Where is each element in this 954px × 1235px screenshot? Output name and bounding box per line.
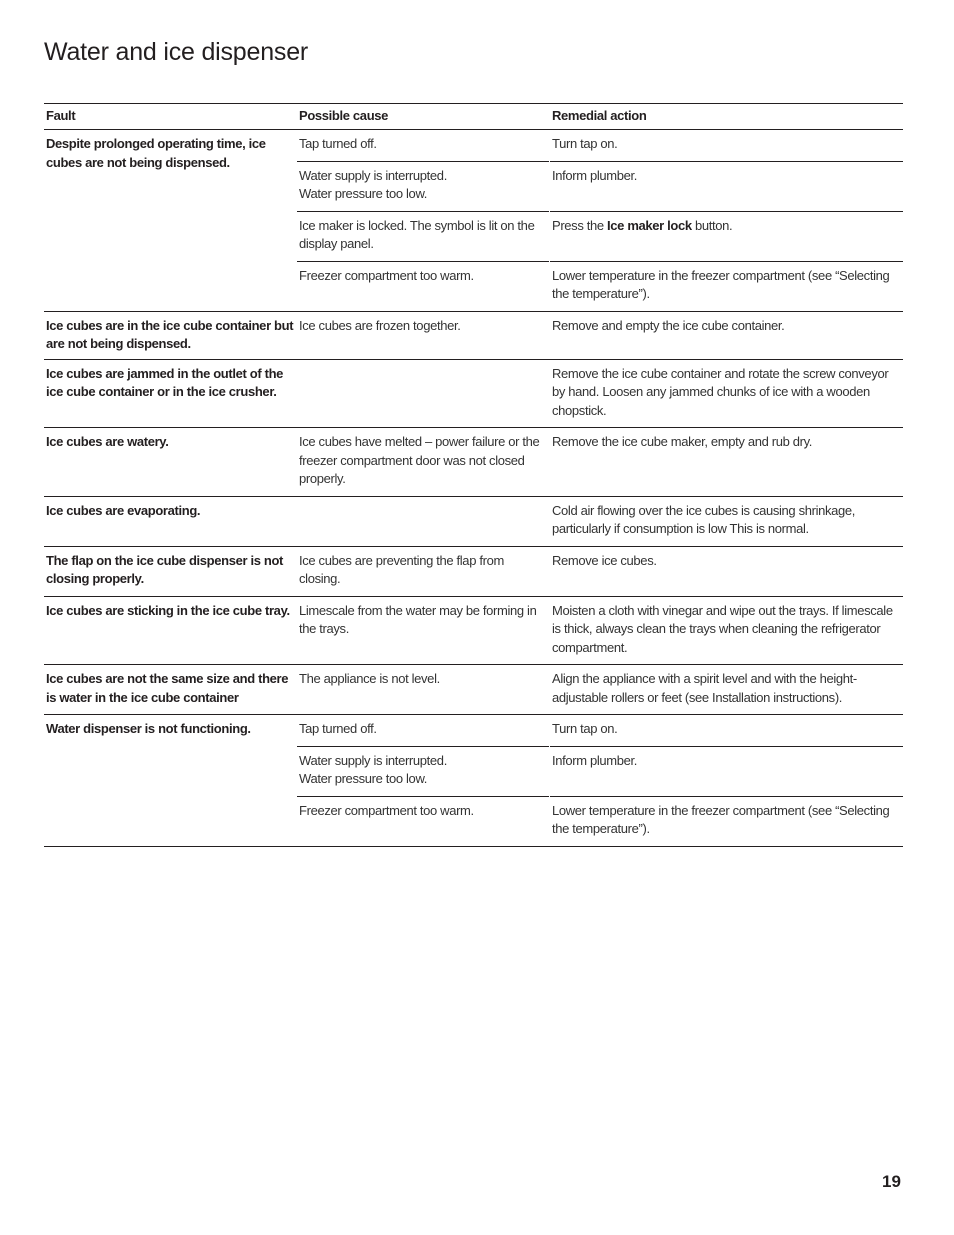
cause-action-group	[296, 715, 903, 846]
cause-cell: Ice cubes are preventing the flap from closing.	[299, 552, 504, 586]
action-cell: Turn tap on.	[552, 721, 618, 736]
cause-action-pair	[296, 312, 903, 343]
action-cell: Remove the ice cube container and rotate the screw conveyor by hand. Loosen any jammed chunks of ice with a wooden chopstick.	[552, 365, 889, 418]
fault-cell: Ice cubes are not the same size and there is water in the ice cube container	[46, 671, 289, 705]
cause-action-pair	[296, 715, 903, 746]
page-title	[44, 40, 308, 65]
action-cell: Lower temperature in the freezer compartment (see “Selecting the temperature”).	[550, 261, 903, 311]
page-title-text: Water and ice dispenser	[44, 38, 309, 66]
cause-action-pair	[296, 597, 903, 665]
action-cell: Cold air flowing over the ice cubes is causing shrinkage, particularly if consumption is low This is normal.	[552, 502, 856, 536]
action-cell: Align the appliance with a spirit level and with the height-adjustable rollers or feet (see Installation instructions).	[552, 671, 857, 705]
cause-action-pair	[296, 161, 903, 211]
fault-cell: Ice cubes are evaporating.	[46, 502, 201, 518]
cause-action-group	[296, 497, 903, 546]
table-row	[44, 596, 903, 665]
cause-action-group	[296, 428, 903, 496]
action-cell: Remove and empty the ice cube container.	[552, 317, 785, 333]
cause-action-pair	[296, 497, 903, 546]
action-text: Press the	[552, 217, 608, 233]
page-number: 19	[882, 1172, 901, 1191]
cause-action-group	[296, 547, 903, 596]
action-cell: Remove ice cubes.	[552, 552, 657, 568]
cause-action-group	[296, 360, 903, 428]
header-fault: Fault	[46, 108, 76, 123]
header-remedial-action: Remedial action	[552, 108, 647, 123]
cause-cell	[297, 497, 549, 546]
cause-action-group	[296, 665, 903, 714]
action-cell: Moisten a cloth with vinegar and wipe out the trays. If limescale is thick, always clean the trays when cleaning the refrigerator compartment.	[552, 602, 893, 655]
table-row	[44, 714, 903, 847]
fault-cell: Despite prolonged operating time, ice cubes are not being dispensed.	[46, 136, 266, 170]
cause-cell: Freezer compartment too warm.	[297, 796, 549, 846]
fault-cell: Water dispenser is not functioning.	[46, 721, 251, 736]
action-cell: Inform plumber.	[550, 746, 903, 796]
cause-cell: Tap turned off.	[299, 721, 377, 736]
cause-cell	[297, 360, 549, 428]
cause-action-pair	[296, 547, 903, 596]
table-header	[44, 104, 903, 129]
table-body	[44, 129, 903, 847]
cause-action-group	[296, 130, 903, 311]
ice-maker-lock-button-label: Ice maker lock	[607, 217, 692, 233]
table-row	[44, 546, 903, 596]
cause-action-pair	[296, 665, 903, 714]
fault-cell: The flap on the ice cube dispenser is not closing properly.	[46, 552, 284, 586]
troubleshooting-table	[44, 103, 903, 847]
action-cell: Lower temperature in the freezer compartment (see “Selecting the temperature”).	[550, 796, 903, 846]
cause-cell: Freezer compartment too warm.	[297, 261, 549, 311]
cause-cell: Ice cubes have melted – power failure or the freezer compartment door was not closed properly.	[299, 434, 540, 486]
table-row	[44, 427, 903, 496]
cause-cell: Ice cubes are frozen together.	[299, 317, 461, 333]
fault-cell: Ice cubes are sticking in the ice cube tray.	[46, 602, 290, 618]
fault-cell: Ice cubes are watery.	[46, 434, 169, 449]
header-possible-cause: Possible cause	[299, 108, 389, 123]
cause-cell: Tap turned off.	[299, 136, 377, 151]
action-cell: Remove the ice cube maker, empty and rub dry.	[552, 434, 813, 449]
action-cell: Turn tap on.	[552, 136, 618, 151]
cause-action-pair	[296, 428, 903, 496]
action-cell: Inform plumber.	[550, 161, 903, 211]
fault-cell: Ice cubes are jammed in the outlet of the ice cube container or in the ice crusher.	[46, 365, 284, 399]
cause-action-group	[296, 312, 903, 359]
table-row	[44, 311, 903, 359]
table-row	[44, 359, 903, 428]
fault-cell: Ice cubes are in the ice cube container but are not being dispensed.	[46, 317, 294, 351]
cause-action-pair	[296, 796, 903, 846]
table-row	[44, 664, 903, 714]
cause-action-pair	[296, 746, 903, 796]
cause-action-group	[296, 597, 903, 665]
action-cell	[550, 211, 903, 261]
cause-cell: The appliance is not level.	[299, 671, 440, 686]
table-row	[44, 496, 903, 546]
cause-action-pair	[296, 360, 903, 428]
cause-action-pair	[296, 261, 903, 311]
cause-cell: Limescale from the water may be forming in the trays.	[299, 602, 537, 636]
cause-action-pair	[296, 211, 903, 261]
table-row	[44, 129, 903, 311]
cause-cell: Water supply is interrupted. Water pressure too low.	[297, 161, 549, 211]
cause-cell: Ice maker is locked. The symbol is lit on the display panel.	[297, 211, 549, 261]
cause-cell: Water supply is interrupted. Water pressure too low.	[297, 746, 549, 796]
action-text: button.	[691, 217, 733, 233]
cause-action-pair	[296, 130, 903, 161]
